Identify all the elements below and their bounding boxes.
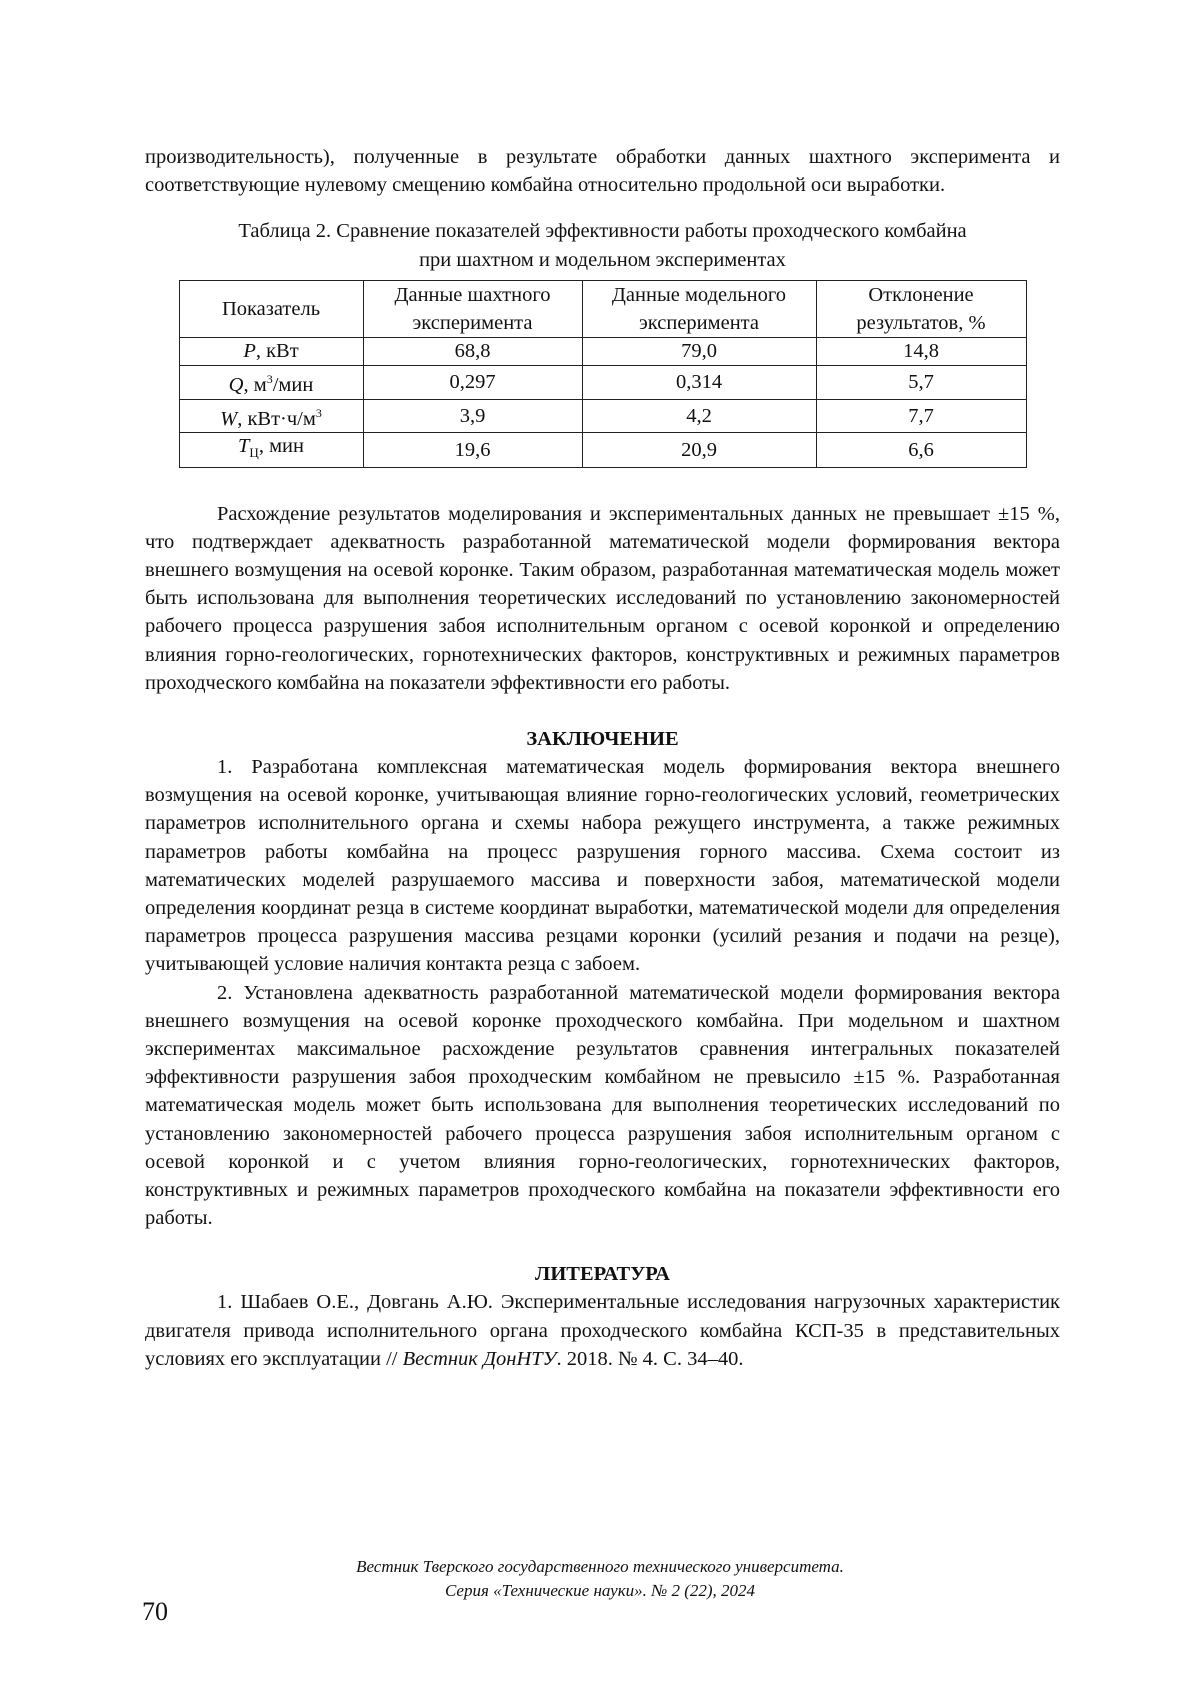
footer-line1: Вестник Тверского государственного технического университета. — [0, 1555, 1200, 1579]
intro-paragraph: производительность), полученные в результате обработки данных шахтного эксперимента и соответствующие нулевому смещению комбайна относительно продольной оси выработки. — [145, 143, 1060, 199]
comparison-table — [179, 280, 1027, 468]
deviation-value: 7,7 — [816, 399, 1026, 433]
page-body — [145, 143, 1060, 1373]
indicator-cell: W, кВт·ч/м3 — [179, 399, 363, 433]
model-value: 79,0 — [582, 337, 816, 365]
mine-value: 3,9 — [363, 399, 582, 433]
table-header-row — [179, 280, 1026, 337]
header-model: Данные модельного эксперимента — [582, 280, 816, 337]
model-value: 20,9 — [582, 433, 816, 467]
header-deviation: Отклонение результатов, % — [816, 280, 1026, 337]
journal-footer — [0, 1555, 1200, 1603]
deviation-value: 6,6 — [816, 433, 1026, 467]
deviation-value: 5,7 — [816, 365, 1026, 399]
footer-line2: Серия «Технические науки». № 2 (22), 2024 — [0, 1579, 1200, 1603]
deviation-value: 14,8 — [816, 337, 1026, 365]
indicator-cell: TЦ, мин — [179, 433, 363, 467]
conclusion-item-1: 1. Разработана комплексная математическая модель формирования вектора внешнего возмущения на осевой коронке, учитывающая влияние горно-геологических условий, геометрических параметров исполнительного органа и схемы набора режущего инструмента, а также режимных параметров работы комбайна на процесс разрушения горного массива. Схема состоит из математических моделей разрушаемого массива и поверхности забоя, математической модели определения координат резца в системе координат выработки, математической модели для определения параметров процесса разрушения массива резцами коронки (усилий резания и подачи на резце), учитывающей условие наличия контакта резца с забоем. — [145, 753, 1060, 979]
mine-value: 19,6 — [363, 433, 582, 467]
indicator-cell: Q, м3/мин — [179, 365, 363, 399]
table-row — [179, 399, 1026, 433]
table-caption-line2: при шахтном и модельном экспериментах — [145, 246, 1060, 274]
table-caption-line1: Таблица 2. Сравнение показателей эффективности работы проходческого комбайна — [145, 217, 1060, 245]
discussion-paragraph: Расхождение результатов моделирования и экспериментальных данных не превышает ±15 %, что подтверждает адекватность разработанной математической модели формирования вектора внешнего возмущения на осевой коронке. Таким образом, разработанная математическая модель может быть использована для выполнения теоретических исследований по установлению закономерностей рабочего процесса разрушения забоя исполнительным органом с осевой коронкой и определению влияния горно-геологических, горнотехнических факторов, конструк­тивных и режимных параметров проходческого комбайна на показатели эффективности его работы. — [145, 500, 1060, 697]
conclusion-item-2: 2. Установлена адекватность разработанной математической модели формирования вектора внешнего возмущения на осевой коронке проходческого комбайна. При модельном и шахтном экспериментах максимальное расхождение результатов сравнения интегральных показателей эффективности разрушения забоя проходческим комбайном не превысило ±15 %. Разработанная математическая модель может быть использована для выполнения теоретических исследований по установлению закономерностей рабочего процесса разрушения забоя исполнительным органом с осевой коронкой и с учетом влияния горно-геологических, горно­технических факторов, конструктивных и режимных параметров проходческого комбайна на показатели эффективности его работы. — [145, 979, 1060, 1233]
header-indicator: Показатель — [179, 280, 363, 337]
indicator-cell: P, кВт — [179, 337, 363, 365]
model-value: 0,314 — [582, 365, 816, 399]
mine-value: 68,8 — [363, 337, 582, 365]
model-value: 4,2 — [582, 399, 816, 433]
table-row — [179, 337, 1026, 365]
conclusion-heading: ЗАКЛЮЧЕНИЕ — [145, 725, 1060, 753]
table-row — [179, 433, 1026, 467]
references-heading: ЛИТЕРАТУРА — [145, 1260, 1060, 1288]
reference-item: 1. Шабаев О.Е., Довгань А.Ю. Экспериментальные исследования нагрузочных характеристик двигателя привода исполнительного органа проходческого комбайна КСП-35 в представительных условиях его эксплуатации // Вестник ДонНТУ. 2018. № 4. С. 34–40. — [145, 1288, 1060, 1373]
header-mine: Данные шахтного эксперимента — [363, 280, 582, 337]
table-row — [179, 365, 1026, 399]
page-number: 70 — [142, 1598, 168, 1626]
mine-value: 0,297 — [363, 365, 582, 399]
